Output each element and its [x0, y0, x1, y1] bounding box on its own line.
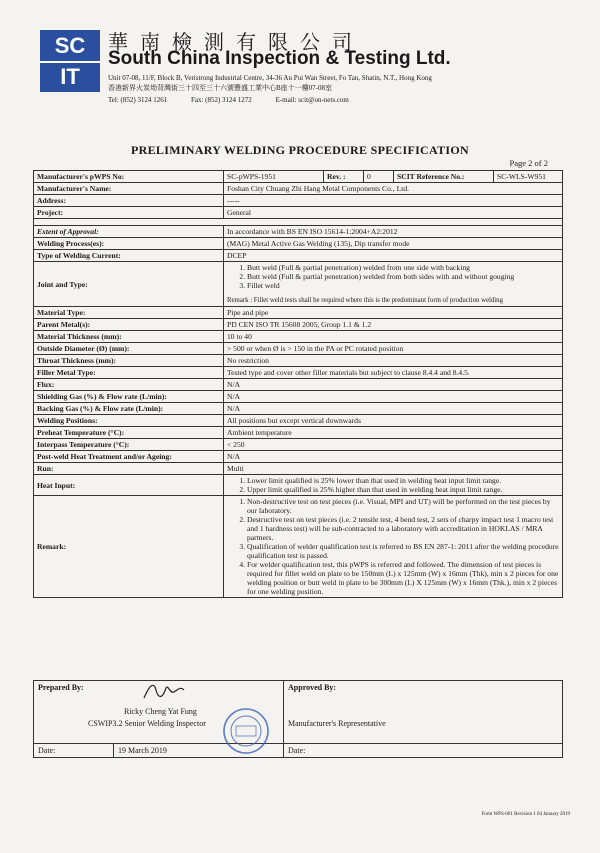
filler-label: Filler Metal Type:	[34, 367, 224, 379]
tel-number: Tel: (852) 3124 1261	[108, 96, 168, 104]
backing-label: Backing Gas (%) & Flow rate (L/min):	[34, 403, 224, 415]
extent-value: In accordance with BS EN ISO 15614-1:2004+A2:2012	[224, 226, 563, 238]
shielding-row	[34, 391, 563, 403]
rev-label: Rev. :	[324, 171, 364, 183]
seal-center-box	[236, 726, 256, 736]
interpass-row	[34, 439, 563, 451]
remark-item: 2. Destructive test on test pieces (i.e. 2 tensile test, 4 bend test, 2 sets of charpy impact test 1 macro test and 1 hardness test) will be sub-contracted to a laboratory with accreditation in HOKLAS / MRA partners.	[247, 515, 559, 542]
parent-metal-row	[34, 319, 563, 331]
company-contact	[108, 96, 371, 104]
approved-date-label: Date:	[284, 744, 563, 758]
backing-value: N/A	[224, 403, 563, 415]
remark-list	[227, 497, 559, 596]
extent-row	[34, 226, 563, 238]
address-value: -----	[224, 195, 563, 207]
run-label: Run:	[34, 463, 224, 475]
remark-item: 3. Qualification of welder qualification test is referred to BS EN 287-1: 2011 after the welding procedure qualification test is passed.	[247, 542, 559, 560]
address-row	[34, 195, 563, 207]
ref-value: SC-WLS-W951	[494, 171, 563, 183]
heat-input-item: 2. Upper limit qualified is 25% higher than that used in welding heat input limit range.	[247, 485, 559, 494]
material-type-label: Material Type:	[34, 307, 224, 319]
signature-stroke	[144, 685, 184, 698]
pwps-row	[34, 171, 563, 183]
parent-metal-value: PD CEN ISO TR 15608 2005, Group 1.1 & 1.2	[224, 319, 563, 331]
interpass-label: Interpass Temperature (°C):	[34, 439, 224, 451]
spacer-row	[34, 219, 563, 226]
company-seal-stamp	[222, 707, 270, 755]
pwht-value: N/A	[224, 451, 563, 463]
heat-input-list	[227, 476, 559, 494]
preheat-label: Preheat Temperature (°C):	[34, 427, 224, 439]
prepared-role: CSWIP3.2 Senior Welding Inspector	[88, 719, 206, 728]
manufacturer-row	[34, 183, 563, 195]
approved-role: Manufacturer's Representative	[288, 719, 386, 728]
spacer-cell	[34, 219, 563, 226]
pwps-label: Manufacturer's pWPS No:	[34, 171, 224, 183]
logo-top-text: SC	[54, 33, 86, 58]
heat-input-value	[224, 475, 563, 496]
form-footer: Form WPS-001 Revision 1 04 January 2019	[481, 812, 570, 817]
current-label: Type of Welding Current:	[34, 250, 224, 262]
joint-list	[227, 263, 559, 290]
throat-row	[34, 355, 563, 367]
approved-label: Approved By:	[288, 683, 337, 692]
shielding-value: N/A	[224, 391, 563, 403]
prepared-name: Ricky Cheng Yat Fung	[124, 707, 197, 716]
process-row	[34, 238, 563, 250]
signoff-top-row	[34, 681, 563, 744]
company-address	[108, 73, 432, 93]
address-chinese: 香港新界火炭坳背灣街三十四至三十六號豐盛工業中心B座十一樓07-08室	[108, 84, 332, 92]
remark-label: Remark:	[34, 496, 224, 598]
diameter-value: > 500 or when Ø is > 150 in the PA or PC rotated position	[224, 343, 563, 355]
company-chinese-name: 華南檢測有限公司	[108, 30, 364, 54]
pwps-value: SC-pWPS-1951	[224, 171, 324, 183]
joint-remark: Remark : Fillet weld tests shall be required where this is the predominant form of production welding	[227, 297, 503, 304]
rev-value: 0	[364, 171, 394, 183]
run-row	[34, 463, 563, 475]
run-value: Multi	[224, 463, 563, 475]
preheat-value: Ambient temperature	[224, 427, 563, 439]
pwht-label: Post-weld Heat Treatment and/or Ageing:	[34, 451, 224, 463]
throat-value: No restriction	[224, 355, 563, 367]
diameter-row	[34, 343, 563, 355]
signoff-table	[33, 680, 563, 758]
joint-value	[224, 262, 563, 307]
joint-row	[34, 262, 563, 307]
address-label: Address:	[34, 195, 224, 207]
remark-value	[224, 496, 563, 598]
positions-label: Welding Positions:	[34, 415, 224, 427]
remark-row	[34, 496, 563, 598]
signoff-date-row	[34, 744, 563, 758]
heat-input-row	[34, 475, 563, 496]
material-type-row	[34, 307, 563, 319]
thickness-label: Material Thickness (mm):	[34, 331, 224, 343]
current-value: DCEP	[224, 250, 563, 262]
address-english: Unit 07-08, 11/F, Block B, Veristrong Industrial Centre, 34-36 Au Pui Wan Street, Fo Tan, Shatin, N.T., Hong Kong	[108, 74, 432, 82]
current-row	[34, 250, 563, 262]
ref-label: SCIT Reference No.:	[394, 171, 494, 183]
shielding-label: Shielding Gas (%) & Flow rate (L/min):	[34, 391, 224, 403]
email-address: E-mail: scit@on-nets.com	[275, 96, 349, 104]
date-value-cell: 19 March 2019	[114, 744, 284, 758]
fax-number: Fax: (852) 3124 1272	[190, 96, 252, 104]
remark-item: 1. Non-destructive test on test pieces (i.e. Visual, MPI and UT) will be performed on the test pieces by our laboratory.	[247, 497, 559, 515]
project-row	[34, 207, 563, 219]
manufacturer-value: Foshan City Chuang Zhi Hang Metal Components Co., Ltd.	[224, 183, 563, 195]
company-english-name: South China Inspection & Testing Ltd.	[108, 48, 451, 69]
parent-metal-label: Parent Metal(s):	[34, 319, 224, 331]
thickness-row	[34, 331, 563, 343]
process-value: (MAG) Metal Active Gas Welding (135), Dip transfer mode	[224, 238, 563, 250]
flux-label: Flux:	[34, 379, 224, 391]
logo-bottom-text: IT	[40, 61, 100, 91]
manufacturer-label: Manufacturer's Name:	[34, 183, 224, 195]
positions-value: All positions but except vertical downwards	[224, 415, 563, 427]
positions-row	[34, 415, 563, 427]
remark-item: 4. For welder qualification test, this pWPS is referred and followed. The dimension of test pieces is required for fillet weld on plate to be 150mm (L) x 125mm (W) x 16mm (Thk), min x 2 pieces for one welding position or butt weld in plate to be 300mm (L) X 125mm (W) x 16mm (Thk.), min x 2 pieces for one welding position.	[247, 560, 559, 596]
joint-item: 2. Butt weld (Full & partial penetration) welded from both sides with and without gouging	[247, 272, 559, 281]
handwritten-signature	[140, 680, 186, 702]
joint-label: Joint and Type:	[34, 262, 224, 307]
wps-form-table	[33, 170, 563, 598]
document-title: PRELIMINARY WELDING PROCEDURE SPECIFICATION	[131, 143, 469, 157]
heat-input-item: 1. Lower limit qualified is 25% lower than that used in welding heat input limit range.	[247, 476, 559, 485]
throat-label: Throat Thickness (mm):	[34, 355, 224, 367]
preheat-row	[34, 427, 563, 439]
prepared-label: Prepared By:	[38, 683, 84, 692]
page-number: Page 2 of 2	[509, 158, 548, 168]
joint-item: 3. Fillet weld	[247, 281, 559, 290]
flux-value: N/A	[224, 379, 563, 391]
thickness-value: 10 to 40	[224, 331, 563, 343]
filler-value: Tested type and cover other filler materials but subject to clause 8.4.4 and 8.4.5.	[224, 367, 563, 379]
extent-label: Extent of Approval:	[34, 226, 224, 238]
interpass-value: < 250	[224, 439, 563, 451]
backing-row	[34, 403, 563, 415]
project-label: Project:	[34, 207, 224, 219]
process-label: Welding Process(es):	[34, 238, 224, 250]
seal-inner-ring	[231, 716, 261, 746]
pwht-row	[34, 451, 563, 463]
filler-row	[34, 367, 563, 379]
approved-cell	[284, 681, 563, 744]
material-type-value: Pipe and pipe	[224, 307, 563, 319]
flux-row	[34, 379, 563, 391]
heat-input-label: Heat Input:	[34, 475, 224, 496]
joint-item: 1. Butt weld (Full & partial penetration) welded from one side with backing	[247, 263, 559, 272]
company-logo	[40, 30, 100, 92]
project-value: General	[224, 207, 563, 219]
diameter-label: Outside Diameter (Ø) (mm):	[34, 343, 224, 355]
date-label-cell: Date:	[34, 744, 114, 758]
